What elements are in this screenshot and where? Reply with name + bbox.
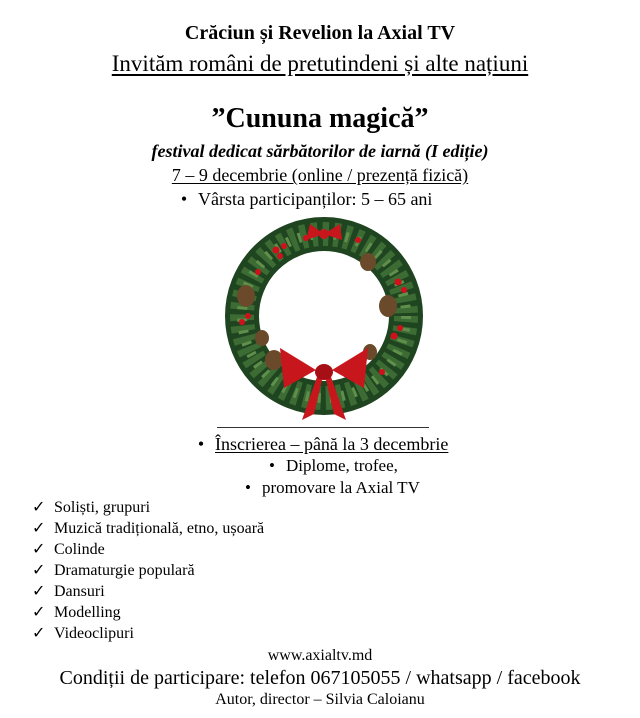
promotion-text: promovare la Axial TV [262, 478, 420, 497]
list-item: ✓ Videoclipuri [32, 625, 134, 642]
check-icon: ✓ [32, 562, 46, 579]
participation-conditions: Condiții de participare: telefon 067105055 / whatsapp / facebook [59, 667, 581, 689]
festival-name: ”Cununa magică” [211, 103, 429, 134]
website-link[interactable]: www.axialtv.md [267, 647, 373, 664]
page-title: Crăciun și Revelion la Axial TV [184, 22, 456, 44]
categories-list [32, 497, 264, 644]
list-item: ✓ Dramaturgie populară [32, 562, 195, 579]
age-bullet [176, 188, 432, 210]
check-icon: ✓ [32, 604, 46, 621]
festival-subtitle: festival dedicat sărbătorilor de iarnă (I ediție) [151, 141, 489, 161]
invitation-line: Invităm români de pretutindeni și alte națiuni [111, 51, 529, 76]
check-icon: ✓ [32, 625, 46, 642]
promotion-bullet [240, 477, 420, 499]
check-icon: ✓ [32, 520, 46, 537]
check-icon: ✓ [32, 541, 46, 558]
christmas-wreath-icon [218, 212, 430, 424]
check-icon: ✓ [32, 583, 46, 600]
registration-bullet [193, 433, 448, 455]
age-text: Vârsta participanților: 5 – 65 ani [198, 189, 433, 209]
bullet-icon: • [197, 434, 205, 454]
bullet-icon: • [180, 189, 188, 209]
divider [217, 427, 429, 428]
list-item: ✓ Soliști, grupuri [32, 499, 151, 516]
diplomas-text: Diplome, trofee, [286, 456, 398, 475]
bullet-icon: • [245, 478, 251, 497]
list-item: ✓ Muzică tradițională, etno, ușoară [32, 520, 265, 537]
bullet-icon: • [269, 456, 275, 475]
author-line: Autor, director – Silvia Caloianu [215, 691, 425, 708]
list-item: ✓ Dansuri [32, 583, 105, 600]
list-item: ✓ Colinde [32, 541, 105, 558]
diplomas-bullet [264, 455, 398, 477]
registration-text: Înscrierea – până la 3 decembrie [215, 434, 449, 454]
festival-dates: 7 – 9 decembrie (online / prezență fizică) [171, 165, 469, 185]
list-item: ✓ Modelling [32, 604, 121, 621]
check-icon: ✓ [32, 499, 46, 516]
